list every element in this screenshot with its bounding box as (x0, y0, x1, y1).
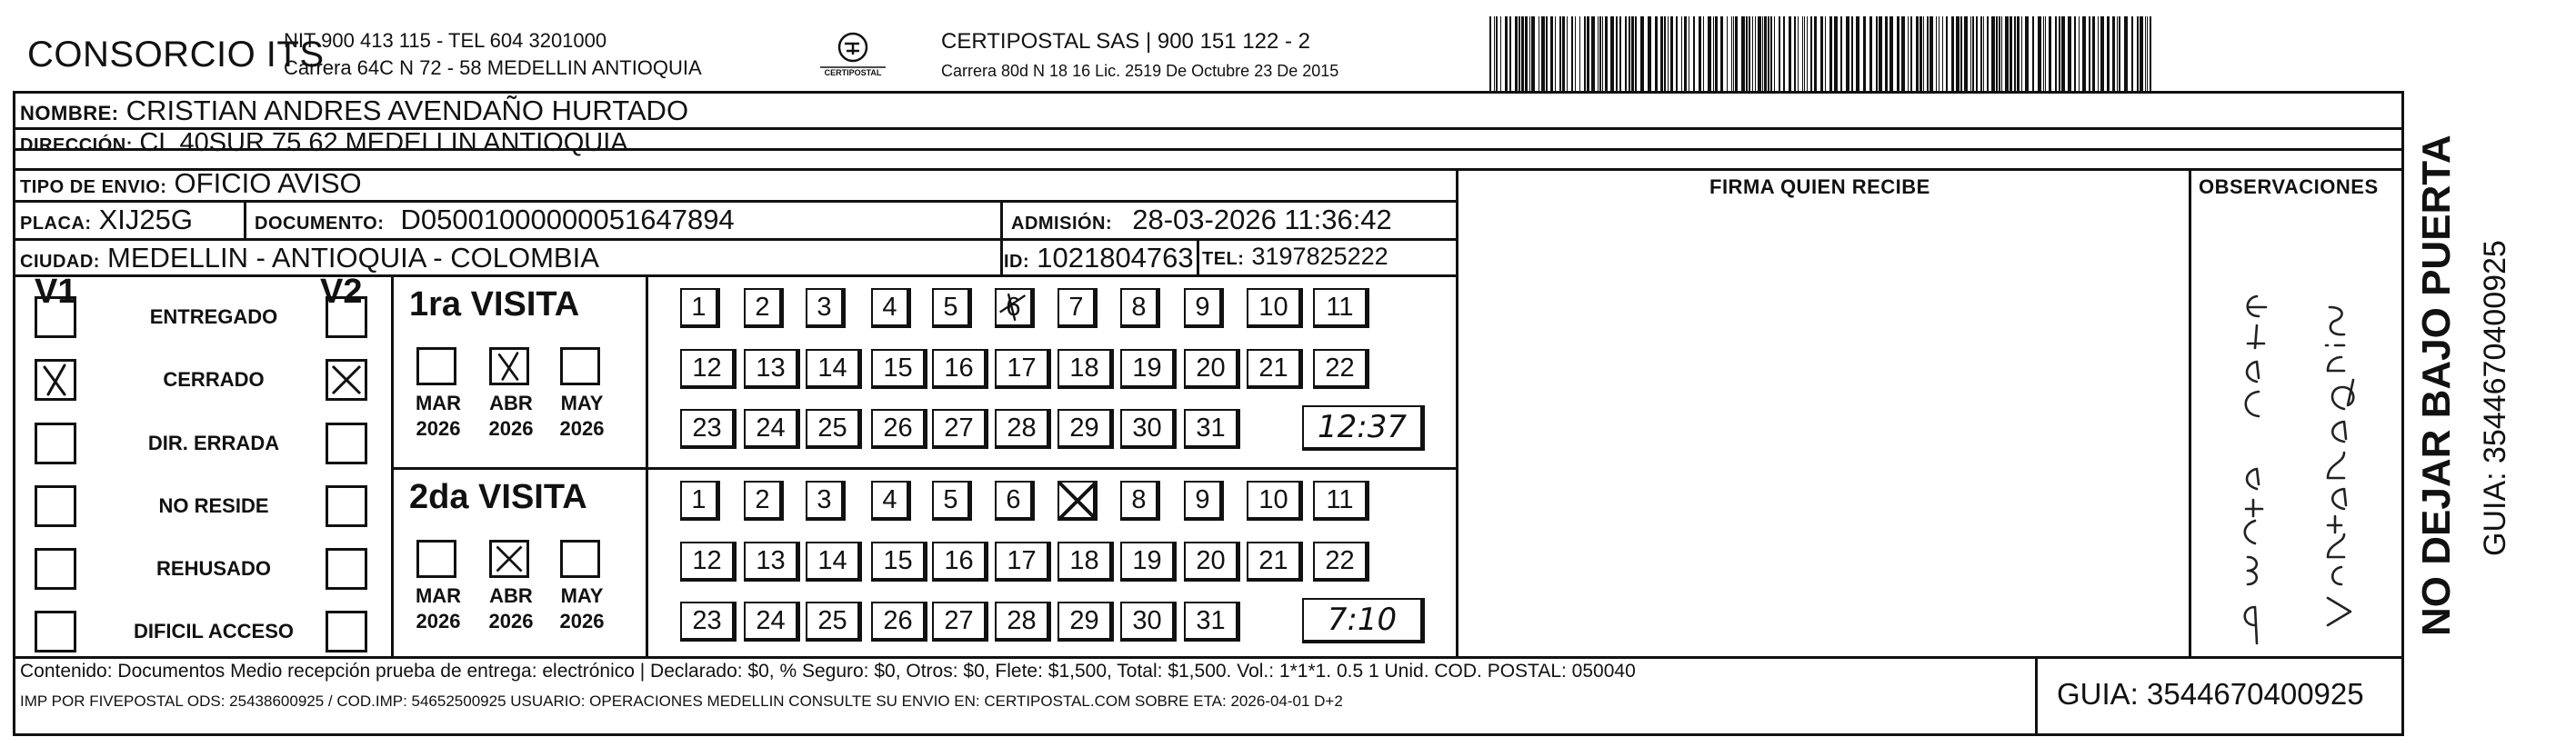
status-label: CERRADO (163, 368, 265, 391)
month-year: 2026 (559, 417, 605, 440)
month-label (482, 583, 540, 634)
day-box[interactable]: 13 (744, 542, 800, 582)
month-year: 2026 (488, 417, 534, 440)
day-box[interactable]: 12 (680, 349, 737, 389)
footer-contenido: Contenido: Documentos Medio recepción prueba de entrega: electrónico | Declarado: $0, % Seguro: $0, Otros: $0, Flete: $1,500, Total: $1,500. Vol.: 1*1*1. 0.5 1 Unid. COD. POSTAL: 050040 (20, 661, 1636, 682)
day-box[interactable]: 27 (932, 602, 988, 642)
month-checkbox[interactable] (416, 540, 456, 578)
month-year: 2026 (416, 417, 461, 440)
status-v2-checkbox[interactable] (326, 296, 367, 338)
month-name: MAY (560, 584, 604, 607)
status-v2-checkbox[interactable] (326, 359, 367, 401)
visit-time[interactable]: 7:10 (1302, 598, 1425, 643)
day-box[interactable]: 3 (806, 481, 846, 521)
certipostal-logo (817, 29, 889, 82)
day-box[interactable]: 16 (932, 349, 988, 389)
day-box[interactable]: 25 (806, 409, 862, 449)
day-box[interactable]: 30 (1120, 409, 1177, 449)
ciudad-row (20, 242, 599, 274)
day-box[interactable]: 18 (1057, 349, 1114, 389)
day-box[interactable]: 28 (995, 602, 1051, 642)
day-box[interactable]: 5 (932, 288, 972, 328)
month-label (553, 391, 611, 442)
placa-row (20, 204, 193, 236)
day-box[interactable]: 4 (871, 481, 911, 521)
day-box[interactable]: 21 (1247, 542, 1303, 582)
placa-label: PLACA: (20, 214, 92, 234)
day-box[interactable]: 30 (1120, 602, 1177, 642)
month-name: ABR (489, 584, 533, 607)
month-year: 2026 (488, 610, 534, 632)
nombre-label: NOMBRE: (20, 102, 119, 124)
day-box[interactable]: 5 (932, 481, 972, 521)
day-box[interactable]: 9 (1184, 288, 1224, 328)
barcode-icon (1489, 16, 2158, 91)
month-checkbox[interactable] (489, 540, 529, 578)
status-v2-checkbox[interactable] (326, 423, 367, 464)
admision-row (1011, 204, 1392, 236)
day-box[interactable] (1057, 481, 1098, 521)
month-name: MAR (415, 392, 462, 414)
day-box[interactable]: 6 (995, 481, 1035, 521)
nombre-row (20, 95, 688, 127)
direccion-value: CL 40SUR 75 62 MEDELLIN ANTIOQUIA (139, 128, 628, 157)
month-label (409, 391, 467, 442)
company-name: CONSORCIO ITS (27, 35, 325, 75)
status-label: NO RESIDE (158, 494, 269, 517)
day-box[interactable]: 26 (871, 602, 927, 642)
month-label (409, 583, 467, 634)
day-box[interactable]: 23 (680, 602, 737, 642)
day-box[interactable]: 19 (1120, 542, 1177, 582)
day-box[interactable]: 31 (1184, 602, 1240, 642)
month-checkbox[interactable] (416, 347, 456, 385)
day-box[interactable]: 3 (806, 288, 846, 328)
day-box[interactable]: 16 (932, 542, 988, 582)
day-box[interactable]: 17 (995, 542, 1051, 582)
certipostal-info (941, 27, 1338, 85)
status-v1-checkbox[interactable] (35, 485, 76, 527)
direccion-row (20, 128, 628, 158)
day-box[interactable]: 8 (1120, 288, 1160, 328)
day-box[interactable]: 28 (995, 409, 1051, 449)
status-v1-checkbox[interactable] (35, 296, 76, 338)
nombre-value: CRISTIAN ANDRES AVENDAÑO HURTADO (125, 95, 689, 126)
status-v2-checkbox[interactable] (326, 485, 367, 527)
id-row (1004, 242, 1194, 274)
status-label: REHUSADO (156, 557, 271, 580)
logo-caption: CERTIPOSTAL (824, 68, 882, 77)
day-number: 6 (1006, 292, 1021, 322)
id-label: ID: (1004, 252, 1030, 272)
day-box[interactable]: 31 (1184, 409, 1240, 449)
day-box[interactable]: 7 (1057, 288, 1098, 328)
admision-label: ADMISIÓN: (1011, 214, 1113, 234)
status-v1-checkbox[interactable] (35, 611, 76, 652)
tel-row (1202, 242, 1388, 272)
day-box[interactable]: 29 (1057, 409, 1114, 449)
day-box[interactable]: 15 (871, 542, 927, 582)
status-label: DIFICIL ACCESO (133, 620, 294, 642)
documento-label: DOCUMENTO: (255, 214, 385, 234)
certi-address: Carrera 80d N 18 16 Lic. 2519 De Octubre 23 De 2015 (941, 62, 1339, 80)
day-box[interactable]: 20 (1184, 349, 1240, 389)
observaciones-label: OBSERVACIONES (2199, 175, 2379, 198)
address-line: Carrera 64C N 72 - 58 MEDELLIN ANTIOQUIA (284, 56, 702, 79)
month-year: 2026 (559, 610, 605, 632)
day-box[interactable]: 22 (1313, 542, 1369, 582)
placa-value: XIJ25G (98, 204, 193, 235)
status-v1-checkbox[interactable] (35, 359, 76, 401)
status-v1-checkbox[interactable] (35, 423, 76, 464)
tel-value: 3197825222 (1251, 243, 1388, 270)
day-box[interactable]: 24 (744, 602, 800, 642)
status-v2-checkbox[interactable] (326, 548, 367, 590)
v2-label: V2 (320, 273, 363, 311)
id-value: 1021804763 (1037, 242, 1194, 274)
status-label: DIR. ERRADA (147, 432, 280, 454)
day-box[interactable]: 2 (744, 288, 784, 328)
day-box[interactable]: 19 (1120, 349, 1177, 389)
day-box[interactable]: 25 (806, 602, 862, 642)
visit-title: 1ra VISITA (409, 285, 580, 324)
day-box[interactable]: 13 (744, 349, 800, 389)
day-box[interactable]: 20 (1184, 542, 1240, 582)
day-box[interactable]: 11 (1313, 481, 1369, 521)
footer-guia: GUIA: 3544670400925 (2057, 677, 2364, 711)
direccion-label: DIRECCIÓN: (20, 135, 133, 155)
day-box[interactable]: 10 (1247, 481, 1303, 521)
day-box[interactable]: 23 (680, 409, 737, 449)
visit-title: 2da VISITA (409, 478, 587, 516)
side-guia: GUIA: 3544670400925 (2478, 240, 2512, 556)
observaciones-handwriting (2191, 171, 2401, 656)
day-box[interactable]: 14 (806, 349, 862, 389)
month-checkbox[interactable] (489, 347, 529, 385)
day-box[interactable]: 22 (1313, 349, 1369, 389)
documento-value: D05001000000051647894 (400, 204, 735, 235)
status-label: ENTREGADO (149, 305, 278, 328)
day-box[interactable] (995, 288, 1035, 328)
tel-label: TEL: (1202, 249, 1245, 269)
tipo-label: TIPO DE ENVIO: (20, 177, 167, 197)
ciudad-label: CIUDAD: (20, 252, 100, 272)
month-year: 2026 (416, 610, 461, 632)
firma-label: FIRMA QUIEN RECIBE (1709, 175, 1930, 198)
day-box[interactable]: 8 (1120, 481, 1160, 521)
day-box[interactable]: 17 (995, 349, 1051, 389)
status-v1-checkbox[interactable] (35, 548, 76, 590)
day-box[interactable]: 9 (1184, 481, 1224, 521)
day-box[interactable]: 24 (744, 409, 800, 449)
day-box[interactable]: 10 (1247, 288, 1303, 328)
admision-value: 28-03-2026 11:36:42 (1132, 204, 1392, 235)
day-box[interactable]: 29 (1057, 602, 1114, 642)
day-box[interactable]: 2 (744, 481, 784, 521)
v1-label: V1 (35, 273, 77, 311)
month-label (482, 391, 540, 442)
visit-time[interactable]: 12:37 (1302, 405, 1425, 451)
nit-line: NIT 900 413 115 - TEL 604 3201000 (284, 29, 607, 52)
day-box[interactable]: 11 (1313, 288, 1369, 328)
month-name: ABR (489, 392, 533, 414)
no-dejar-warning: NO DEJAR BAJO PUERTA (2414, 134, 2459, 636)
day-box[interactable]: 4 (871, 288, 911, 328)
documento-row (255, 204, 735, 236)
day-box[interactable]: 14 (806, 542, 862, 582)
tipo-value: OFICIO AVISO (174, 167, 362, 199)
day-box[interactable]: 21 (1247, 349, 1303, 389)
certi-line: CERTIPOSTAL SAS | 900 151 122 - 2 (941, 29, 1310, 54)
day-box[interactable]: 12 (680, 542, 737, 582)
tipo-row (20, 167, 362, 200)
ciudad-value: MEDELLIN - ANTIOQUIA - COLOMBIA (107, 242, 599, 274)
month-name: MAY (560, 392, 604, 414)
month-checkbox[interactable] (560, 540, 600, 578)
day-box[interactable]: 1 (680, 288, 720, 328)
company-info (284, 27, 702, 82)
day-box[interactable]: 26 (871, 409, 927, 449)
day-mark (997, 290, 1030, 324)
day-box[interactable]: 27 (932, 409, 988, 449)
footer-imp: IMP POR FIVEPOSTAL ODS: 25438600925 / COD.IMP: 54652500925 USUARIO: OPERACIONES MEDELLIN CONSULTE SU ENVIO EN: CERTIPOSTAL.COM SOBRE ETA: 2026-04-01 D+2 (20, 692, 1343, 710)
month-name: MAR (415, 584, 462, 607)
day-box[interactable]: 18 (1057, 542, 1114, 582)
month-label (553, 583, 611, 634)
status-v2-checkbox[interactable] (326, 611, 367, 652)
day-box[interactable]: 15 (871, 349, 927, 389)
month-checkbox[interactable] (560, 347, 600, 385)
day-mark (1059, 483, 1093, 517)
day-box[interactable]: 1 (680, 481, 720, 521)
